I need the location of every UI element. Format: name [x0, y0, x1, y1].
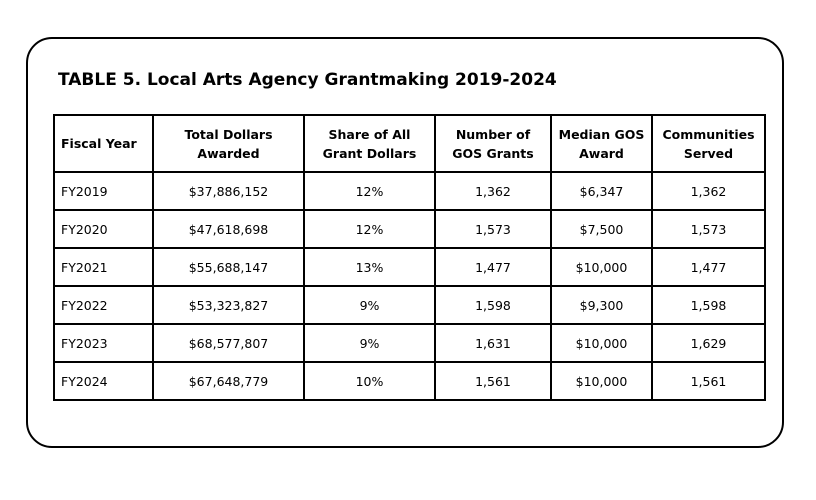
header-share	[304, 115, 435, 172]
cell-median-award: $10,000	[551, 248, 652, 286]
cell-fiscal-year: FY2022	[54, 286, 153, 324]
table-row	[54, 172, 765, 210]
cell-fiscal-year: FY2021	[54, 248, 153, 286]
grantmaking-table	[53, 114, 766, 401]
cell-total-dollars: $55,688,147	[153, 248, 304, 286]
cell-total-dollars: $47,618,698	[153, 210, 304, 248]
table-row	[54, 210, 765, 248]
cell-share: 13%	[304, 248, 435, 286]
cell-share: 9%	[304, 286, 435, 324]
header-label: Awarded	[197, 145, 260, 161]
header-median-award	[551, 115, 652, 172]
cell-median-award: $6,347	[551, 172, 652, 210]
header-label: Served	[683, 145, 734, 161]
header-label: Number of	[455, 126, 531, 142]
cell-total-dollars: $68,577,807	[153, 324, 304, 362]
cell-fiscal-year: FY2019	[54, 172, 153, 210]
table-header-row	[54, 115, 765, 172]
cell-share: 9%	[304, 324, 435, 362]
cell-fiscal-year: FY2023	[54, 324, 153, 362]
table-row	[54, 248, 765, 286]
table-row	[54, 362, 765, 400]
cell-communities: 1,362	[652, 172, 765, 210]
header-label: Median GOS	[558, 126, 645, 142]
header-label: Fiscal Year	[61, 136, 137, 151]
table-title: TABLE 5. Local Arts Agency Grantmaking 2019-2024	[58, 70, 557, 90]
cell-communities: 1,629	[652, 324, 765, 362]
cell-total-dollars: $67,648,779	[153, 362, 304, 400]
cell-number-grants: 1,598	[435, 286, 551, 324]
cell-number-grants: 1,561	[435, 362, 551, 400]
header-label: GOS Grants	[452, 145, 534, 161]
header-label: Total Dollars	[184, 126, 273, 142]
cell-share: 10%	[304, 362, 435, 400]
table-row	[54, 286, 765, 324]
table-row	[54, 324, 765, 362]
cell-total-dollars: $53,323,827	[153, 286, 304, 324]
cell-communities: 1,477	[652, 248, 765, 286]
header-number-grants	[435, 115, 551, 172]
cell-median-award: $9,300	[551, 286, 652, 324]
cell-number-grants: 1,573	[435, 210, 551, 248]
header-communities	[652, 115, 765, 172]
header-label: Award	[579, 145, 624, 161]
cell-share: 12%	[304, 172, 435, 210]
cell-share: 12%	[304, 210, 435, 248]
cell-median-award: $10,000	[551, 362, 652, 400]
cell-number-grants: 1,362	[435, 172, 551, 210]
cell-median-award: $10,000	[551, 324, 652, 362]
header-label: Communities	[662, 126, 755, 142]
header-total-dollars	[153, 115, 304, 172]
cell-number-grants: 1,631	[435, 324, 551, 362]
header-fiscal-year	[54, 115, 153, 172]
cell-fiscal-year: FY2020	[54, 210, 153, 248]
cell-fiscal-year: FY2024	[54, 362, 153, 400]
cell-number-grants: 1,477	[435, 248, 551, 286]
header-label: Share of All	[328, 126, 411, 142]
cell-communities: 1,561	[652, 362, 765, 400]
cell-communities: 1,573	[652, 210, 765, 248]
header-label: Grant Dollars	[322, 145, 417, 161]
cell-communities: 1,598	[652, 286, 765, 324]
cell-median-award: $7,500	[551, 210, 652, 248]
cell-total-dollars: $37,886,152	[153, 172, 304, 210]
